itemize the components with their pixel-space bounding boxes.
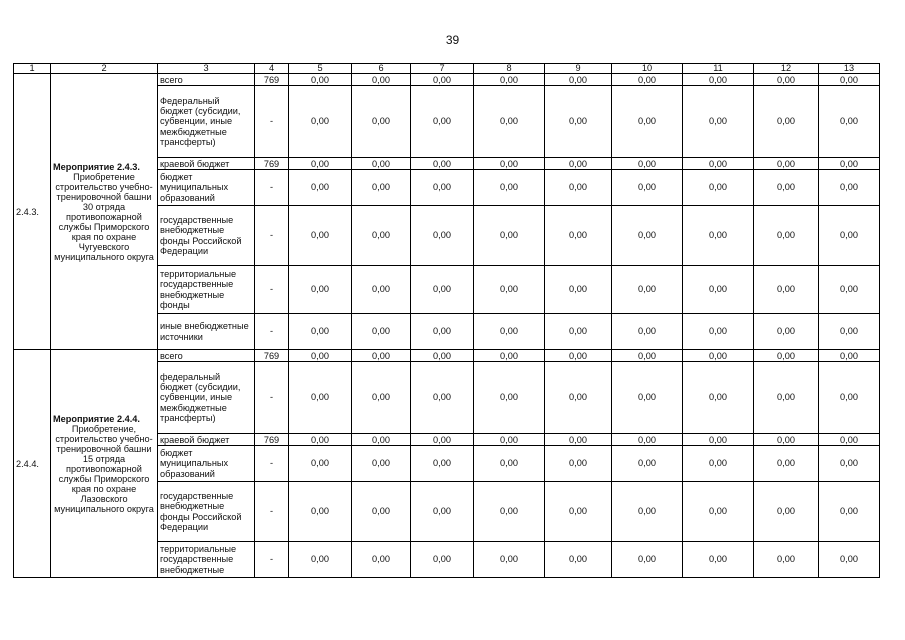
amount-cell: 0,00 [819,482,880,542]
event-title: Мероприятие 2.4.3. [53,161,140,172]
budget-code-cell: - [255,86,289,158]
amount-cell: 0,00 [683,446,754,482]
amount-cell: 0,00 [683,158,754,170]
amount-cell: 0,00 [545,158,612,170]
funding-source: территориальные государственные внебюджетные фонды [158,266,255,314]
event-cell [51,74,158,350]
amount-cell: 0,00 [411,482,474,542]
table-body [14,64,880,578]
budget-code-cell: - [255,362,289,434]
funding-source: федеральный бюджет (субсидии, субвенции, иные межбюджетные трансферты) [158,362,255,434]
amount-cell: 0,00 [289,434,352,446]
amount-cell: 0,00 [352,74,411,86]
amount-cell: 0,00 [352,158,411,170]
header-col-5: 5 [289,64,352,74]
budget-table [13,63,880,578]
event-title: Мероприятие 2.4.4. [53,413,140,424]
amount-cell: 0,00 [683,314,754,350]
amount-cell: 0,00 [754,482,819,542]
amount-cell: 0,00 [545,74,612,86]
amount-cell: 0,00 [683,350,754,362]
amount-cell: 0,00 [754,86,819,158]
amount-cell: 0,00 [289,74,352,86]
budget-code-cell: 769 [255,434,289,446]
amount-cell: 0,00 [411,542,474,578]
amount-cell: 0,00 [352,482,411,542]
amount-cell: 0,00 [545,314,612,350]
amount-cell: 0,00 [352,86,411,158]
amount-cell: 0,00 [819,446,880,482]
header-col-11: 11 [683,64,754,74]
amount-cell: 0,00 [411,206,474,266]
table-row [14,350,880,362]
amount-cell: 0,00 [612,158,683,170]
amount-cell: 0,00 [754,446,819,482]
header-col-7: 7 [411,64,474,74]
amount-cell: 0,00 [683,86,754,158]
amount-cell: 0,00 [683,206,754,266]
amount-cell: 0,00 [474,206,545,266]
amount-cell: 0,00 [754,266,819,314]
amount-cell: 0,00 [683,266,754,314]
amount-cell: 0,00 [411,266,474,314]
budget-code-cell: - [255,170,289,206]
amount-cell: 0,00 [683,74,754,86]
funding-source: территориальные государственные внебюджетные [158,542,255,578]
amount-cell: 0,00 [289,482,352,542]
amount-cell: 0,00 [289,542,352,578]
amount-cell: 0,00 [411,74,474,86]
budget-code-cell: - [255,446,289,482]
amount-cell: 0,00 [683,482,754,542]
amount-cell: 0,00 [819,74,880,86]
amount-cell: 0,00 [612,314,683,350]
amount-cell: 0,00 [819,266,880,314]
amount-cell: 0,00 [352,206,411,266]
budget-code-cell: - [255,542,289,578]
amount-cell: 0,00 [289,206,352,266]
amount-cell: 0,00 [352,362,411,434]
amount-cell: 0,00 [754,170,819,206]
amount-cell: 0,00 [612,542,683,578]
amount-cell: 0,00 [612,482,683,542]
amount-cell: 0,00 [474,86,545,158]
amount-cell: 0,00 [411,446,474,482]
amount-cell: 0,00 [352,542,411,578]
amount-cell: 0,00 [545,350,612,362]
event-code: 2.4.4. [14,350,51,578]
event-description: Приобретение строительство учебно-тренировочной башни 30 отряда противопожарной службы Приморского края по охране Чугуевского муниципального округа [54,171,154,262]
amount-cell: 0,00 [612,170,683,206]
header-col-6: 6 [352,64,411,74]
amount-cell: 0,00 [411,314,474,350]
amount-cell: 0,00 [289,170,352,206]
amount-cell: 0,00 [754,542,819,578]
amount-cell: 0,00 [474,482,545,542]
funding-source: всего [158,350,255,362]
amount-cell: 0,00 [545,206,612,266]
amount-cell: 0,00 [411,86,474,158]
amount-cell: 0,00 [545,542,612,578]
header-col-9: 9 [545,64,612,74]
amount-cell: 0,00 [352,350,411,362]
amount-cell: 0,00 [819,170,880,206]
amount-cell: 0,00 [612,446,683,482]
budget-code-cell: - [255,482,289,542]
amount-cell: 0,00 [411,362,474,434]
amount-cell: 0,00 [819,434,880,446]
amount-cell: 0,00 [289,362,352,434]
amount-cell: 0,00 [545,434,612,446]
budget-code-cell: - [255,206,289,266]
amount-cell: 0,00 [819,158,880,170]
header-col-4: 4 [255,64,289,74]
amount-cell: 0,00 [545,86,612,158]
funding-source: краевой бюджет [158,434,255,446]
amount-cell: 0,00 [754,314,819,350]
amount-cell: 0,00 [474,158,545,170]
amount-cell: 0,00 [612,206,683,266]
amount-cell: 0,00 [754,350,819,362]
amount-cell: 0,00 [474,446,545,482]
event-description: Приобретение, строительство учебно-тренировочной башни 15 отряда противопожарной службы Приморского края по охране Лазовского муниципального округа [54,423,154,514]
amount-cell: 0,00 [754,74,819,86]
amount-cell: 0,00 [683,434,754,446]
amount-cell: 0,00 [683,170,754,206]
amount-cell: 0,00 [683,542,754,578]
amount-cell: 0,00 [474,542,545,578]
amount-cell: 0,00 [474,350,545,362]
budget-code-cell: - [255,314,289,350]
funding-source: бюджет муниципальных образований [158,446,255,482]
amount-cell: 0,00 [289,86,352,158]
amount-cell: 0,00 [612,434,683,446]
amount-cell: 0,00 [545,266,612,314]
event-code: 2.4.3. [14,74,51,350]
funding-source: бюджет муниципальных образований [158,170,255,206]
table-row [14,74,880,86]
header-row [14,64,880,74]
amount-cell: 0,00 [612,350,683,362]
amount-cell: 0,00 [754,434,819,446]
funding-source: краевой бюджет [158,158,255,170]
amount-cell: 0,00 [754,362,819,434]
amount-cell: 0,00 [289,446,352,482]
amount-cell: 0,00 [474,362,545,434]
header-col-10: 10 [612,64,683,74]
funding-source: иные внебюджетные источники [158,314,255,350]
amount-cell: 0,00 [289,314,352,350]
event-cell [51,350,158,578]
amount-cell: 0,00 [474,314,545,350]
amount-cell: 0,00 [819,314,880,350]
amount-cell: 0,00 [612,86,683,158]
amount-cell: 0,00 [352,434,411,446]
page-number: 39 [445,33,460,47]
amount-cell: 0,00 [289,158,352,170]
amount-cell: 0,00 [289,350,352,362]
amount-cell: 0,00 [819,350,880,362]
amount-cell: 0,00 [352,314,411,350]
budget-code-cell: 769 [255,158,289,170]
amount-cell: 0,00 [683,362,754,434]
budget-code-cell: 769 [255,74,289,86]
amount-cell: 0,00 [819,362,880,434]
amount-cell: 0,00 [545,362,612,434]
funding-source: государственные внебюджетные фонды Российской Федерации [158,206,255,266]
budget-code-cell: 769 [255,350,289,362]
amount-cell: 0,00 [352,170,411,206]
amount-cell: 0,00 [411,434,474,446]
funding-source: Федеральный бюджет (субсидии, субвенции, иные межбюджетные трансферты) [158,86,255,158]
budget-code-cell: - [255,266,289,314]
header-col-12: 12 [754,64,819,74]
funding-source: всего [158,74,255,86]
amount-cell: 0,00 [612,74,683,86]
amount-cell: 0,00 [545,170,612,206]
amount-cell: 0,00 [352,446,411,482]
amount-cell: 0,00 [411,158,474,170]
header-col-2: 2 [51,64,158,74]
amount-cell: 0,00 [819,206,880,266]
amount-cell: 0,00 [411,350,474,362]
amount-cell: 0,00 [352,266,411,314]
amount-cell: 0,00 [545,482,612,542]
amount-cell: 0,00 [474,74,545,86]
amount-cell: 0,00 [819,86,880,158]
amount-cell: 0,00 [819,542,880,578]
amount-cell: 0,00 [474,170,545,206]
amount-cell: 0,00 [474,266,545,314]
header-col-8: 8 [474,64,545,74]
amount-cell: 0,00 [754,206,819,266]
amount-cell: 0,00 [411,170,474,206]
amount-cell: 0,00 [612,266,683,314]
amount-cell: 0,00 [754,158,819,170]
amount-cell: 0,00 [545,446,612,482]
header-col-3: 3 [158,64,255,74]
amount-cell: 0,00 [289,266,352,314]
amount-cell: 0,00 [612,362,683,434]
header-col-1: 1 [14,64,51,74]
funding-source: государственные внебюджетные фонды Российской Федерации [158,482,255,542]
header-col-13: 13 [819,64,880,74]
amount-cell: 0,00 [474,434,545,446]
